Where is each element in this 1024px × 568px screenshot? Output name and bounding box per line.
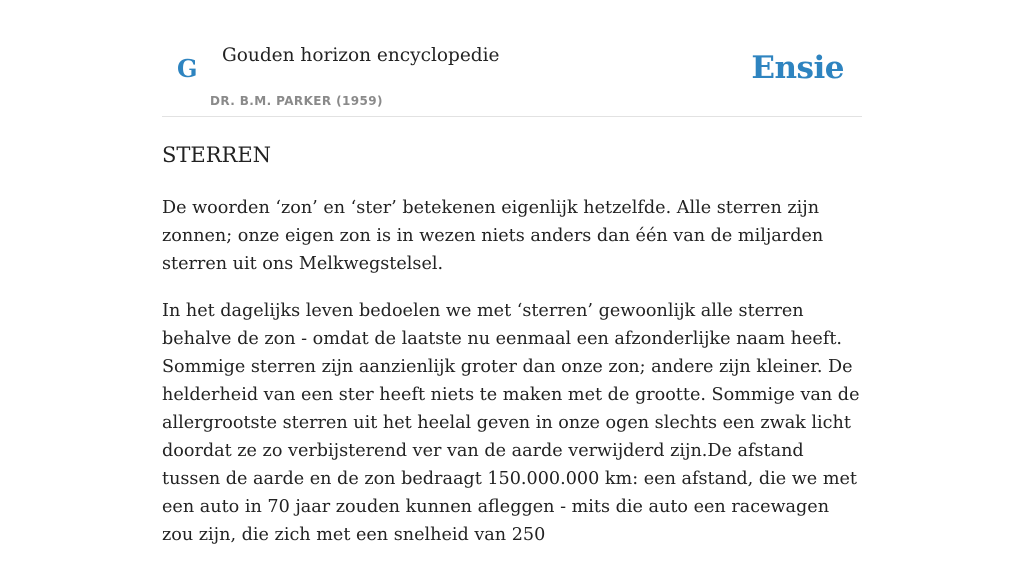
source-title: Gouden horizon encyclopedie — [222, 45, 500, 66]
article-paragraph: In het dagelijks leven bedoelen we met ‘sterren’ gewoonlijk alle sterren behalve de zon - omdat de laatste nu eenmaal een afzonderlijke naam heeft. Sommige sterren zijn aanzienlijk groter dan onze zon; andere zijn kleiner. De helderheid van een ster heeft niets te maken met de grootte. Sommige van de allergrootste sterren uit het heelal geven in onze ogen slechts een zwak licht doordat ze zo verbijsterend ver van de aarde verwijderd zijn.De afstand tussen de aarde en de zon bedraagt 150.000.000 km: een afstand, die we met een auto in 70 jaar zouden kunnen afleggen - mits die auto een racewagen zou zijn, die zich met een snelheid van 250 — [162, 301, 860, 545]
article-paragraph: De woorden ‘zon’ en ‘ster’ betekenen eigenlijk hetzelfde. Alle sterren zijn zonnen; onze eigen zon is in wezen niets anders dan één van de miljarden sterren uit ons Melkwegstelsel. — [162, 198, 824, 274]
header — [162, 0, 862, 117]
article-title: STERREN — [162, 143, 272, 167]
source-author: DR. B.M. PARKER (1959) — [210, 94, 383, 108]
source-logo-link[interactable]: G — [177, 54, 198, 83]
article — [162, 140, 862, 568]
ensie-logo-link[interactable]: Ensie — [751, 50, 844, 86]
